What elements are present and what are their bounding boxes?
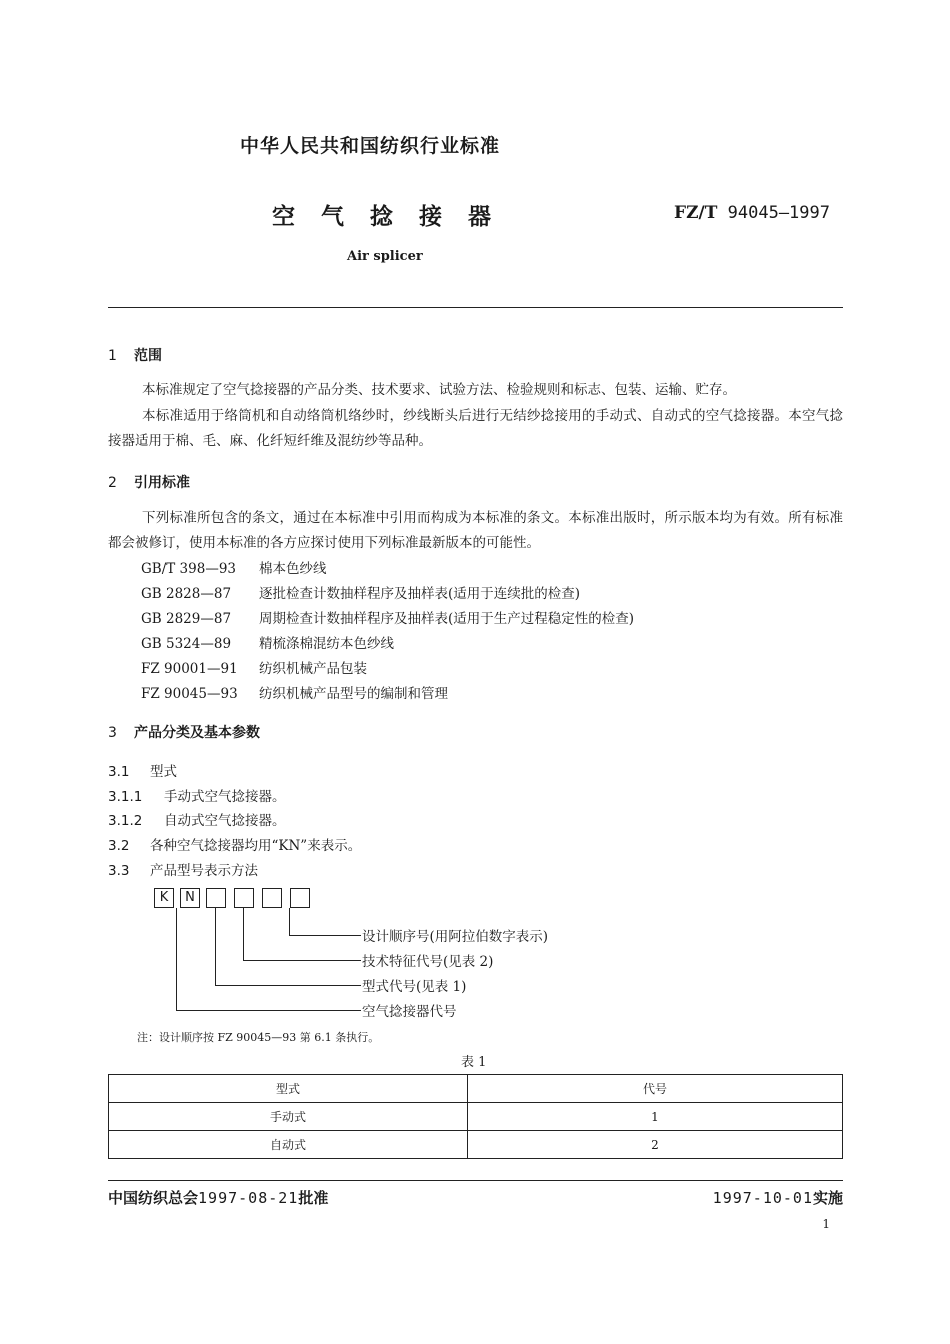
box-seq-1 (262, 888, 282, 908)
section-1-heading: 1 范围 (108, 348, 162, 364)
section-1-paragraph-2: 本标准适用于络筒机和自动络筒机络纱时，纱线断头后进行无结纱捻接用的手动式、自动式的空气捻接器。本空气捻接器适用于棉、毛、麻、化纤短纤维及混纺纱等品种。 (108, 408, 843, 449)
clause-item: 3.1.2 自动式空气捻接器。 (108, 813, 286, 829)
box-feature (234, 888, 254, 908)
box-k: K (154, 888, 174, 908)
label-technical-feature: 技术特征代号(见表 2) (362, 954, 494, 970)
table-1 (108, 1074, 843, 1159)
section-1-paragraph-1: 本标准规定了空气捻接器的产品分类、技术要求、试验方法、检验规则和标志、包装、运输、贮存。 (142, 382, 736, 398)
english-title: Air splicer (347, 249, 423, 264)
page-number: 1 (822, 1217, 830, 1231)
standard-code: 94045—1997 (727, 203, 830, 223)
effective-line: 1997-10-01实施 (712, 1189, 843, 1207)
table-header-cell: 代号 (468, 1075, 843, 1103)
leader-line (289, 908, 290, 935)
label-splicer-code: 空气捻接器代号 (362, 1004, 457, 1020)
label-type-code: 型式代号(见表 1) (362, 979, 467, 995)
standard-number (674, 203, 830, 223)
leader-line (289, 935, 361, 936)
table-row (109, 1131, 843, 1159)
reference-item: GB/T 398—93 棉本色纱线 (141, 561, 327, 577)
box-seq-2 (290, 888, 310, 908)
clause-item: 3.2 各种空气捻接器均用“KN”来表示。 (108, 838, 362, 854)
diagram-note: 注：设计顺序按 FZ 90045—93 第 6.1 条执行。 (137, 1031, 380, 1044)
clause-item: 3.1.1 手动式空气捻接器。 (108, 789, 286, 805)
clause-item: 3.1 型式 (108, 764, 177, 780)
leader-line (215, 908, 216, 985)
leader-line (215, 985, 361, 986)
table-header-cell: 型式 (109, 1075, 468, 1103)
table-header-row (109, 1075, 843, 1103)
approval-line: 中国纺织总会1997-08-21批准 (108, 1189, 329, 1207)
label-design-sequence: 设计顺序号(用阿拉伯数字表示) (362, 929, 549, 945)
box-n: N (180, 888, 200, 908)
footer-divider (108, 1180, 843, 1181)
section-3-heading: 3 产品分类及基本参数 (108, 725, 260, 741)
leader-line (176, 908, 177, 1010)
standard-prefix: FZ/T (674, 203, 718, 223)
document-title: 空气捻接器 (272, 204, 517, 230)
table-cell: 手动式 (109, 1103, 468, 1131)
leader-line (243, 908, 244, 960)
leader-line (243, 960, 361, 961)
table-1-caption: 表 1 (461, 1055, 487, 1070)
leader-line (176, 1010, 361, 1011)
table-cell: 自动式 (109, 1131, 468, 1159)
clause-item: 3.3 产品型号表示方法 (108, 863, 258, 879)
table-cell: 2 (468, 1131, 843, 1159)
reference-item: GB 5324—89 精梳涤棉混纺本色纱线 (141, 636, 394, 652)
reference-item: FZ 90001—91 纺织机械产品包装 (141, 661, 367, 677)
reference-item: GB 2828—87 逐批检查计数抽样程序及抽样表(适用于连续批的检查) (141, 586, 581, 602)
section-2-heading: 2 引用标准 (108, 475, 190, 491)
reference-item: FZ 90045—93 纺织机械产品型号的编制和管理 (141, 686, 448, 702)
issuing-organization: 中华人民共和国纺织行业标准 (240, 135, 501, 157)
table-row (109, 1103, 843, 1131)
section-2-paragraph-1: 下列标准所包含的条文，通过在本标准中引用而构成为本标准的条文。本标准出版时，所示版本均为有效。所有标准都会被修订，使用本标准的各方应探讨使用下列标准最新版本的可能性。 (108, 510, 843, 551)
header-divider (108, 307, 843, 308)
table-cell: 1 (468, 1103, 843, 1131)
box-type (206, 888, 226, 908)
reference-item: GB 2829—87 周期检查计数抽样程序及抽样表(适用于生产过程稳定性的检查) (141, 611, 635, 627)
